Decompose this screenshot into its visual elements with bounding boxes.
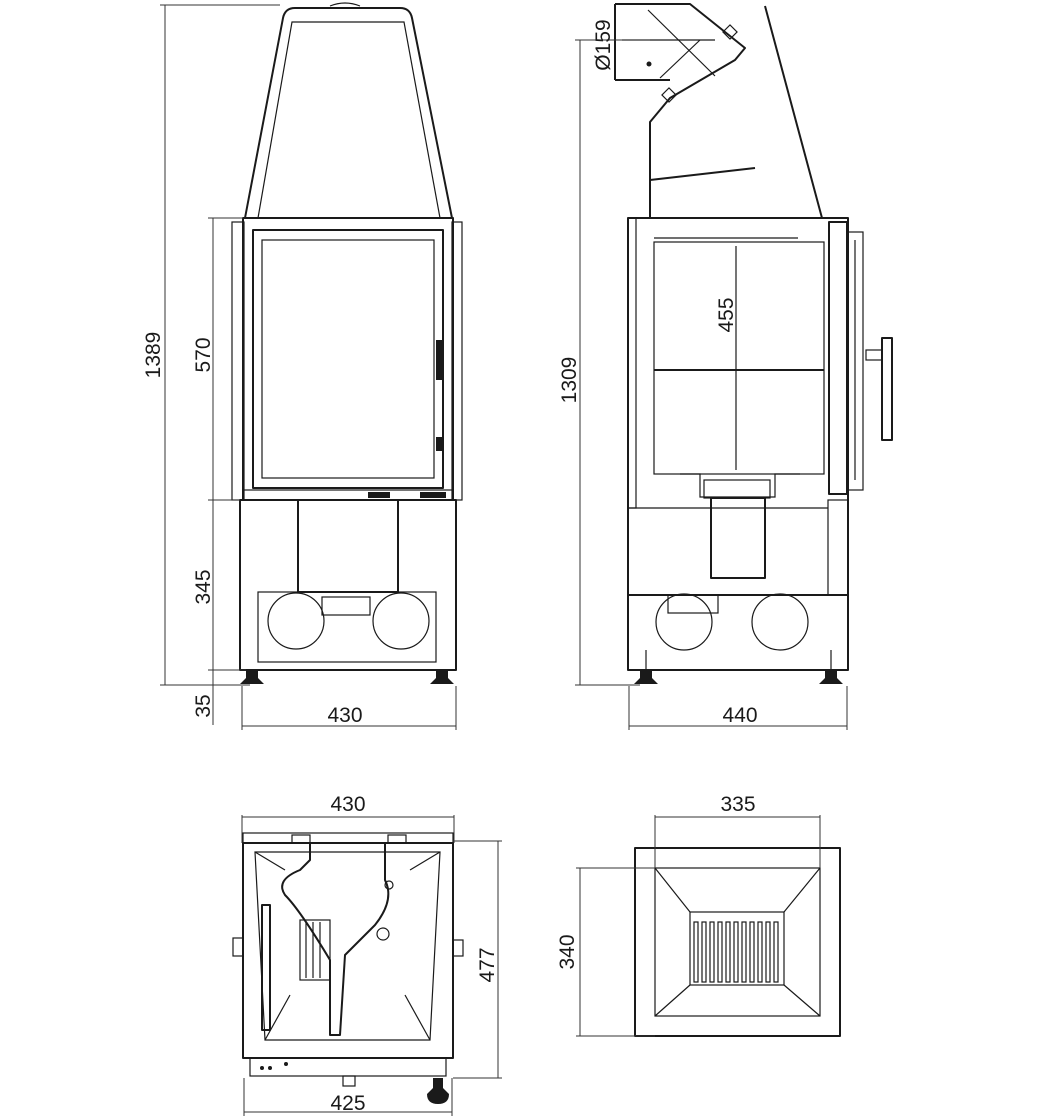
dim-front-width: 430 xyxy=(327,704,363,727)
dim-top-depth: 477 xyxy=(476,947,499,983)
dim-flue-diameter: Ø159 xyxy=(592,19,615,71)
dim-front-glass-height: 570 xyxy=(192,337,215,373)
dim-bottom-width: 335 xyxy=(720,793,756,816)
dim-front-base-height: 345 xyxy=(192,569,215,605)
dim-side-inner-height: 455 xyxy=(715,297,738,333)
dim-side-width: 440 xyxy=(722,704,758,727)
front-view xyxy=(232,3,462,684)
side-dimensions xyxy=(558,19,847,730)
bottom-dimensions xyxy=(556,793,820,1036)
side-view xyxy=(615,4,892,684)
bottom-view xyxy=(635,848,840,1036)
grate-slots xyxy=(694,922,778,982)
dim-top-width-outer: 430 xyxy=(330,793,366,816)
dim-front-total-height: 1389 xyxy=(142,331,165,379)
dim-front-feet-height: 35 xyxy=(192,694,215,718)
top-view xyxy=(233,833,463,1104)
dim-side-height: 1309 xyxy=(558,356,581,404)
dim-bottom-depth: 340 xyxy=(556,934,579,970)
dim-top-width-inner: 425 xyxy=(330,1092,366,1115)
front-dimensions xyxy=(142,5,456,730)
